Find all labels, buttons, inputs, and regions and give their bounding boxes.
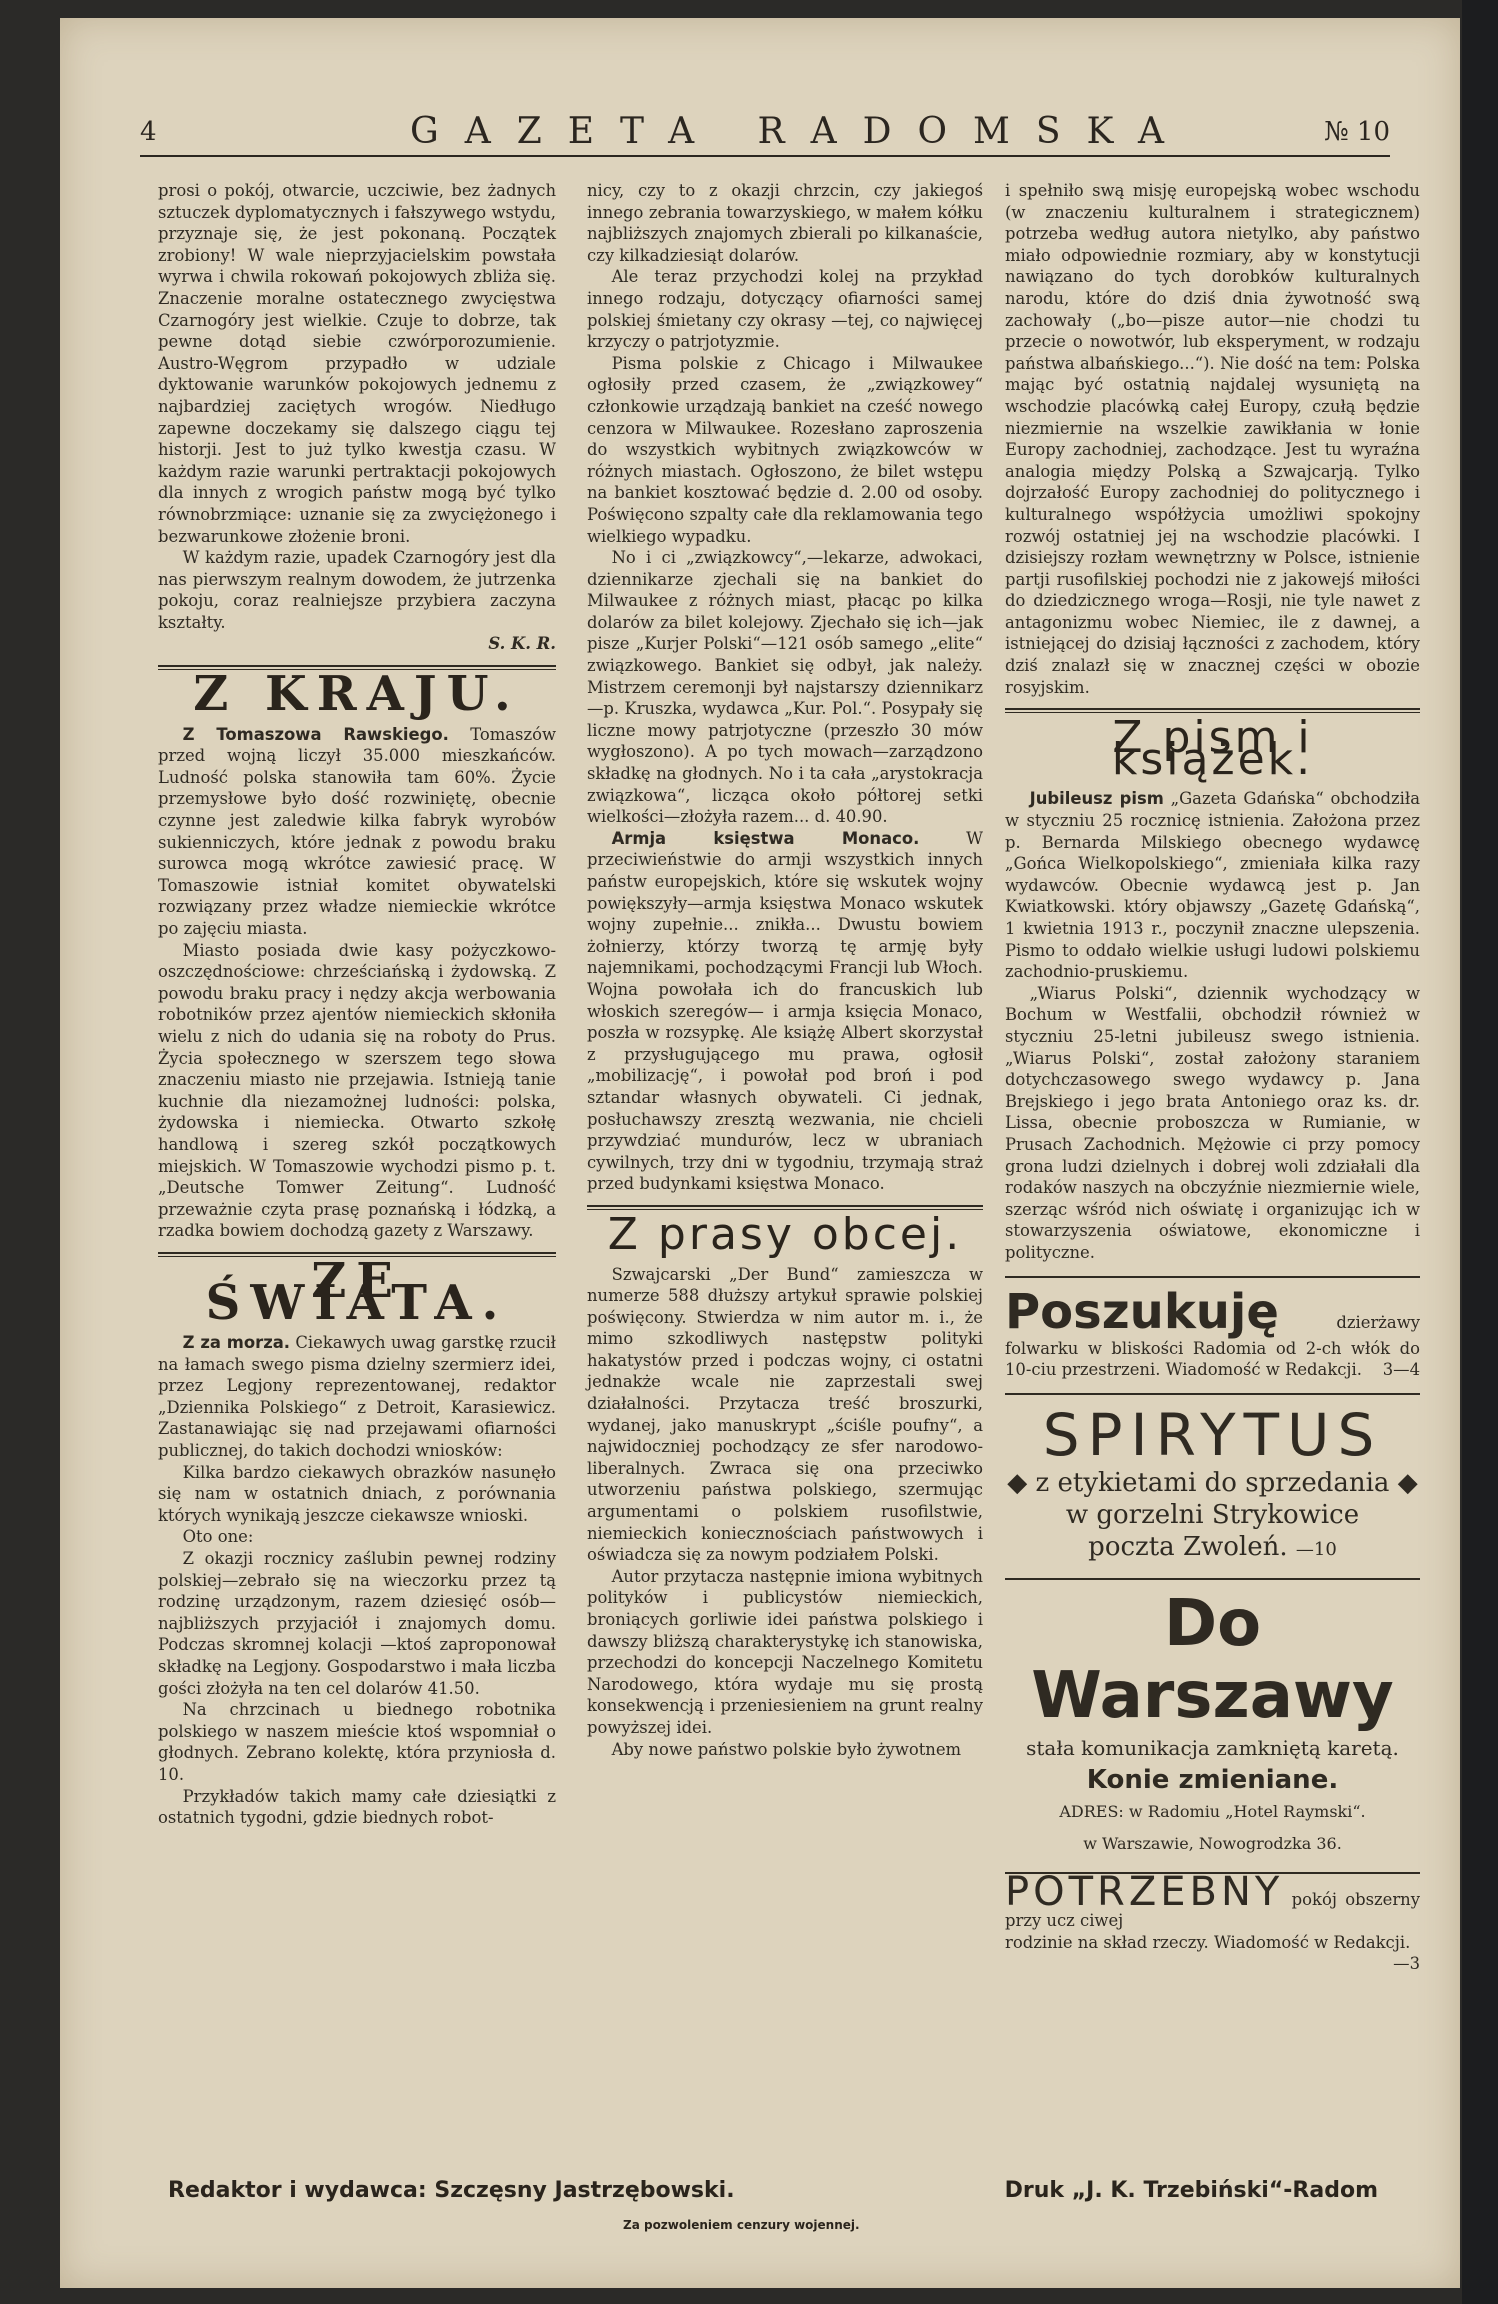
ad-line: ◆ z etykietami do sprzedania ◆ [1007, 1467, 1418, 1498]
article-lead: Armja księstwa Monaco. [611, 828, 920, 848]
binding-edge [1462, 0, 1498, 2304]
section-title-pism: Z pism i książek. [1111, 712, 1314, 785]
article-signature: S. K. R. [488, 634, 556, 654]
page-number: 4 [140, 117, 157, 147]
article-lead: Z za morza. [182, 1333, 291, 1353]
ad-line: w gorzelni Strykowice [1065, 1499, 1360, 1530]
ad-line: pokój obszerny przy ucz ciwej [1005, 1889, 1420, 1931]
article-paragraph: prosi o pokój, otwarcie, uczciwie, bez żadnych sztuczek dyplomatycznych i fałszywego wstydu, przyznaje się, że jest pokonaną. Początek zrobiony! W wale nieprzyjacielskim powstała wyrwa i chwila rokowań pokojowych zbliża się. Znaczenie moralne ostatecznego zwycięstwa Czarnogóry jest wielkie. Czuje to dobrze, tak pewne dotąd siebie czwórporozumienie. Austro-Węgrom przypadło w udziale dyktowanie warunków pokojowych jednemu z najbardziej zaciętych wrogów. Niedługo zapewne doczekamy się dalszego ciągu tej historji. Jest to już tylko kwestja czasu. W każdym razie warunki pertraktacji pokojowych dla innych z wrogich państw mogą być tylko równobrzmiące: uznanie się za zwyciężonego i bezwarunkowe złożenie broni. [158, 181, 556, 546]
article-paragraph: „Wiarus Polski“, dziennik wychodzący w Bochum w Westfalii, obchodził również w styczniu 25-letni jubileusz swego istnienia. „Wiarus Polski“, został założony staraniem dotychczasowego swego wydawcy p. Jana Brejskiego i jego brata Antoniego oraz ks. dr. Lissa, obecnie proboszcza w Rumianie, w Prusach Zachodnich. Mężowie ci przy pomocy grona ludzi dzielnych i dobrej woli zdziałali dla rodaków naszych na obczyźnie niezmiernie wiele, szerząc wśród nich oświatę i organizując ich w stowarzyszenia oświatowe, ekonomiczne i polityczne. [1005, 983, 1420, 1262]
masthead-title: GAZETA RADOMSKA [410, 111, 1190, 152]
article-paragraph [158, 1332, 556, 1462]
article-text: Ciekawych uwag garstkę rzucił na łamach swego pisma dzielny szermierz idei, przez Legjony reprezentowanej, redaktor „Dziennika Polskiego“ z Detroit, Karasiewicz. Zastanawiając się nad przejawami ofiarności publicznej, do takich dochodzi wniosków: [158, 1333, 556, 1461]
ad-line-wrap [1005, 1531, 1420, 1566]
page-header [140, 105, 1390, 157]
article-paragraph [158, 724, 556, 940]
article-paragraph: i spełniło swą misję europejską wobec wschodu (w znaczeniu kulturalnem i strategicznem) potrzeba według autora nietylko, aby państwo miało odpowiednie rozmiary, aby w konstytucji nawiązano do tych dorobków kulturalnych narodu, które do dziś dnia żywotność swą zachowały („bo—pisze autor—nie chodzi tu przecie o nowotwór, lub eksperyment, w rodzaju państwa albańskiego...“). Nie dość na tem: Polska mając być ostatnią najdalej wysuniętą na wschodzie placówką całej Europy, czułą będzie niezmiernie na wszelkie zawikłania w łonie Europy zachodniej, zachodzące. Jest tu wyraźna analogia między Polską a Szwajcarją. Tylko dojrzałość Europy zachodniej do politycznego i kulturalnego współżycia umożliwi spokojny rozwój ostatniej jej na wschodzie placówki. I dzisiejszy rozłam wewnętrzny w Polsce, istnienie partji rusofilskiej pochodzi nie z jakowejś miłości do dziedzicznego wroga—Rosji, nie tyle nawet z antagonizmu wobec Niemiec, ile z dawnej, a istniejącej do dzisiaj łączności z zachodem, który dziś znalazł się w znacznej części w obozie rosyjskim. [1005, 181, 1420, 697]
ad-title: Poszukuję [1005, 1283, 1279, 1340]
article-paragraph: nicy, czy to z okazji chrzcin, czy jakiegoś innego zebrania towarzyskiego, w małem kółku najbliższych znajomych zbierali po kilkanaście, czy kilkadziesiąt dolarów. [587, 181, 983, 265]
ad-text: dzierżawy folwarku w bliskości Radomia od 2-ch włók do 10-ciu przestrzeni. Wiadomość w Redakcji. [1005, 1312, 1420, 1380]
article-paragraph [587, 828, 983, 1195]
article-paragraph: Z okazji rocznicy zaślubin pewnej rodziny polskiej—zebrało się na wieczorku przez tą rodzinę urządzonym, razem dziesięć osób—najbliższych przyjaciół i znajomych domu. Podczas skromnej kolacji —ktoś zaproponował składkę na Legjony. Gospodarstwo i mała liczba gości złożyła na ten cel dolarów 41.50. [158, 1549, 556, 1698]
article-paragraph: Szwajcarski „Der Bund“ zamieszcza w numerze 588 dłuższy artykuł sprawie polskiej poświęcony. Stwierdza w nim autor m. i., że mimo szkodliwych następstw polityki hakatystów przed i podczas wojny, ci ostatni jednakże wcale nie zaprzestali swej działalności. Przytacza treść broszurki, wydanej, jako manuskrypt „ściśle poufny“, a najwidoczniej pochodzący ze sfer narodowo-liberalnych. Zwraca się ona przeciwko utworzeniu państwa polskiego, szermując argumentami o polskiem rusofilstwie, niemieckich koniecznościach państwowych i oświadcza się za nowym podziałem Polski. [587, 1264, 983, 1565]
section-title-kraj: Z KRAJU. [193, 666, 521, 723]
article-text: W przeciwieństwie do armji wszystkich innych państw europejskich, które się wskutek wojny powiększyły—armja księstwa Monaco wskutek wojny zupełnie... znikła... Dwustu bowiem żołnierzy, którzy tworzą tę armję były najemnikami, pochodzącymi Francji lub Włoch. Wojna powołała ich do francuskich lub włoskich szeregów— i armja księcia Monaco, poszła w rozsypkę. Ale książę Albert skorzystał z przysługującego mu prawa, ogłosił „mobilizację“, i powołał pod broń i pod sztandar własnych obywateli. Ci jednak, posłuchawszy zresztą wezwania, nie chcieli przywdziać mundurów, lecz w ubraniach cywilnych, trzy dni w tygodniu, trzymają straż przed budynkami księstwa Monaco. [587, 828, 983, 1194]
ad-line: stała komunikacja zamkniętą karetą. [1026, 1735, 1399, 1760]
ad-potrzebny [1005, 1868, 1420, 1975]
article-text: „Gazeta Gdańska“ obchodziła w styczniu 25 rocznicę istnienia. Założona przez p. Bernarda Milskiego obecnego wydawcę „Gońca Wielkopolskiego“, zmieniała kilka razy wydawców. Obecnie wydawcą jest p. Jan Kwiatkowski. który objawszy „Gazetę Gdańską“, 1 kwietnia 1913 r., poczynił znaczne ulepszenia. Pismo to oddało wielkie usługi ludowi polskiemu zachodnio-pruskiemu. [1005, 789, 1420, 982]
footer-censor: Za pozwoleniem cenzury wojennej. [623, 2218, 860, 2232]
issue-number: № 10 [1324, 117, 1390, 147]
article-lead: Jubileusz pism [1029, 789, 1164, 809]
article-paragraph [1005, 788, 1420, 982]
ad-title: POTRZEBNY [1005, 1868, 1284, 1915]
ad-title: SPIRYTUS [1042, 1400, 1383, 1469]
ad-line: Konie zmieniane. [1086, 1764, 1339, 1795]
article-paragraph: Miasto posiada dwie kasy pożyczkowo-oszczędnościowe: chrześciańską i żydowską. Z powodu braku pracy i nędzy akcja werbowania robotników przez ajentów niemieckich skłoniła wielu z nich do udania się na roboty do Prus. Życia społecznego w szerszem tego słowa znaczeniu miasto nie przejawia. Istnieją tanie kuchnie dla niezamożnej ludności: polska, żydowska i niemiecka. Otwarto szkołę handlową i szereg szkół początkowych miejskich. W Tomaszowie wychodzi pismo p. t. „Deutsche Tomwer Zeitung“. Ludność przeważnie czyta prasę poznańską i łódzką, a rzadka bowiem dochodzą gazety z Warszawy. [158, 940, 556, 1241]
ad-title: Do Warszawy [1031, 1586, 1394, 1733]
ad-poszukuje [1005, 1276, 1420, 1381]
article-paragraph: Aby nowe państwo polskie było żywotnem [611, 1739, 962, 1759]
page-footer [168, 2178, 1408, 2232]
column-1 [158, 180, 556, 1829]
ad-line: ADRES: w Radomiu „Hotel Raymski“. [1059, 1801, 1366, 1821]
article-paragraph: Kilka bardzo ciekawych obrazków nasunęło się nam w ostatnich dniach, z porównania których wynikają jeszcze ciekawsze wnioski. [158, 1462, 556, 1525]
article-lead: Z Tomaszowa Rawskiego. [182, 724, 449, 744]
article-paragraph: Oto one: [182, 1527, 254, 1547]
ad-do-warszawy [1005, 1578, 1420, 1860]
ad-number: —10 [1295, 1538, 1337, 1560]
footer-editor: Redaktor i wydawca: Szczęsny Jastrzębowski. [168, 2178, 735, 2203]
ad-line: rodzinie na skład rzeczy. Wiadomość w Redakcji. [1005, 1932, 1411, 1952]
article-paragraph: Ale teraz przychodzi kolej na przykład innego rodzaju, dotyczący ofiarności samej polskiej śmietany czy okrasy —tej, co najwięcej krzyczy o patrjotyzmie. [587, 267, 983, 352]
article-paragraph: W każdym razie, upadek Czarnogóry jest dla nas pierwszym realnym dowodem, że jutrzenka pokoju, coraz realniejsze przybiera zaczyna kształty. [158, 548, 556, 632]
section-title-swiat: ZE ŚWIATA. [205, 1252, 509, 1331]
footer-printer: Druk „J. K. Trzebiński“-Radom [1004, 2178, 1378, 2203]
section-title-prasa: Z prasy obcej. [607, 1208, 963, 1260]
article-text: Tomaszów przed wojną liczył 35.000 mieszkańców. Ludność polska stanowiła tam 60%. Życie przemysłowe było dość rozwiniętę, obecnie czynne jest zaledwie kilka fabryk wyrobów sukienniczych, które jednak z powodu braku surowca mogą wkrótce zawiesić pracę. W Tomaszowie istniał komitet obywatelski rozwiązany przez władze niemieckie wkrótce po zajęciu miasta. [158, 724, 556, 938]
article-paragraph: Autor przytacza następnie imiona wybitnych polityków i publicystów niemieckich, broniących gorliwie idei państwa polskiego i dawszy bliższą charakterystykę ich stanowiska, przechodzi do koncepcji Naczelnego Komitetu Narodowego, która wydaje mu się prostą konsekwencją i przeniesieniem na grunt realny powyższej idei. [587, 1566, 983, 1737]
article-paragraph: No i ci „związkowcy“,—lekarze, adwokaci, dziennikarze zjechali się na bankiet do Milwaukee z różnych miast, płacąc po kilka dolarów za bilet kolejowy. Zjechało się ich—jak pisze „Kurjer Polski“—121 osób samego „elite“ związkowego. Bankiet się odbył, jak należy. Mistrzem ceremonji był najstarszy dziennikarz—p. Kruszka, wydawca „Kur. Pol.“. Posypały się liczne mowy patrjotyczne (przeszło 30 mów wygłoszono). A po tych mowach—zarządzono składkę na głodnych. No i ta cała „arystokracja związkowa“, licząca około półtorej setki wielkości—złożyła razem... d. 40.90. [587, 548, 983, 827]
column-3 [1005, 180, 1420, 1975]
ad-line: w Warszawie, Nowogrodzka 36. [1083, 1833, 1342, 1853]
article-paragraph: Przykładów takich mamy całe dziesiątki z ostatnich tygodni, gdzie biednych robot- [158, 1786, 556, 1828]
article-paragraph: Pisma polskie z Chicago i Milwaukee ogłosiły przed czasem, że „związkowey“ członkowie urządzają bankiet na cześć nowego cenzora w Milwaukee. Rozesłano zaproszenia do wszystkich wybitnych związkowców w różnych miastach. Ogłoszono, że bilet wstępu na bankiet kosztować będzie d. 2.00 od osoby. Poświęcono szpalty całe dla reklamowania tego wielkiego wypadku. [587, 353, 983, 546]
ad-line: poczta Zwoleń. [1088, 1531, 1288, 1562]
column-2 [587, 180, 983, 1760]
ad-number: 3—4 [1382, 1360, 1420, 1380]
article-paragraph: Na chrzcinach u biednego robotnika polskiego w naszem mieście ktoś wspomniał o głodnych. Zebrano kolektę, która przyniosła d. 10. [158, 1700, 556, 1784]
ad-number: —3 [1393, 1954, 1420, 1974]
ad-spirytus [1005, 1393, 1420, 1566]
